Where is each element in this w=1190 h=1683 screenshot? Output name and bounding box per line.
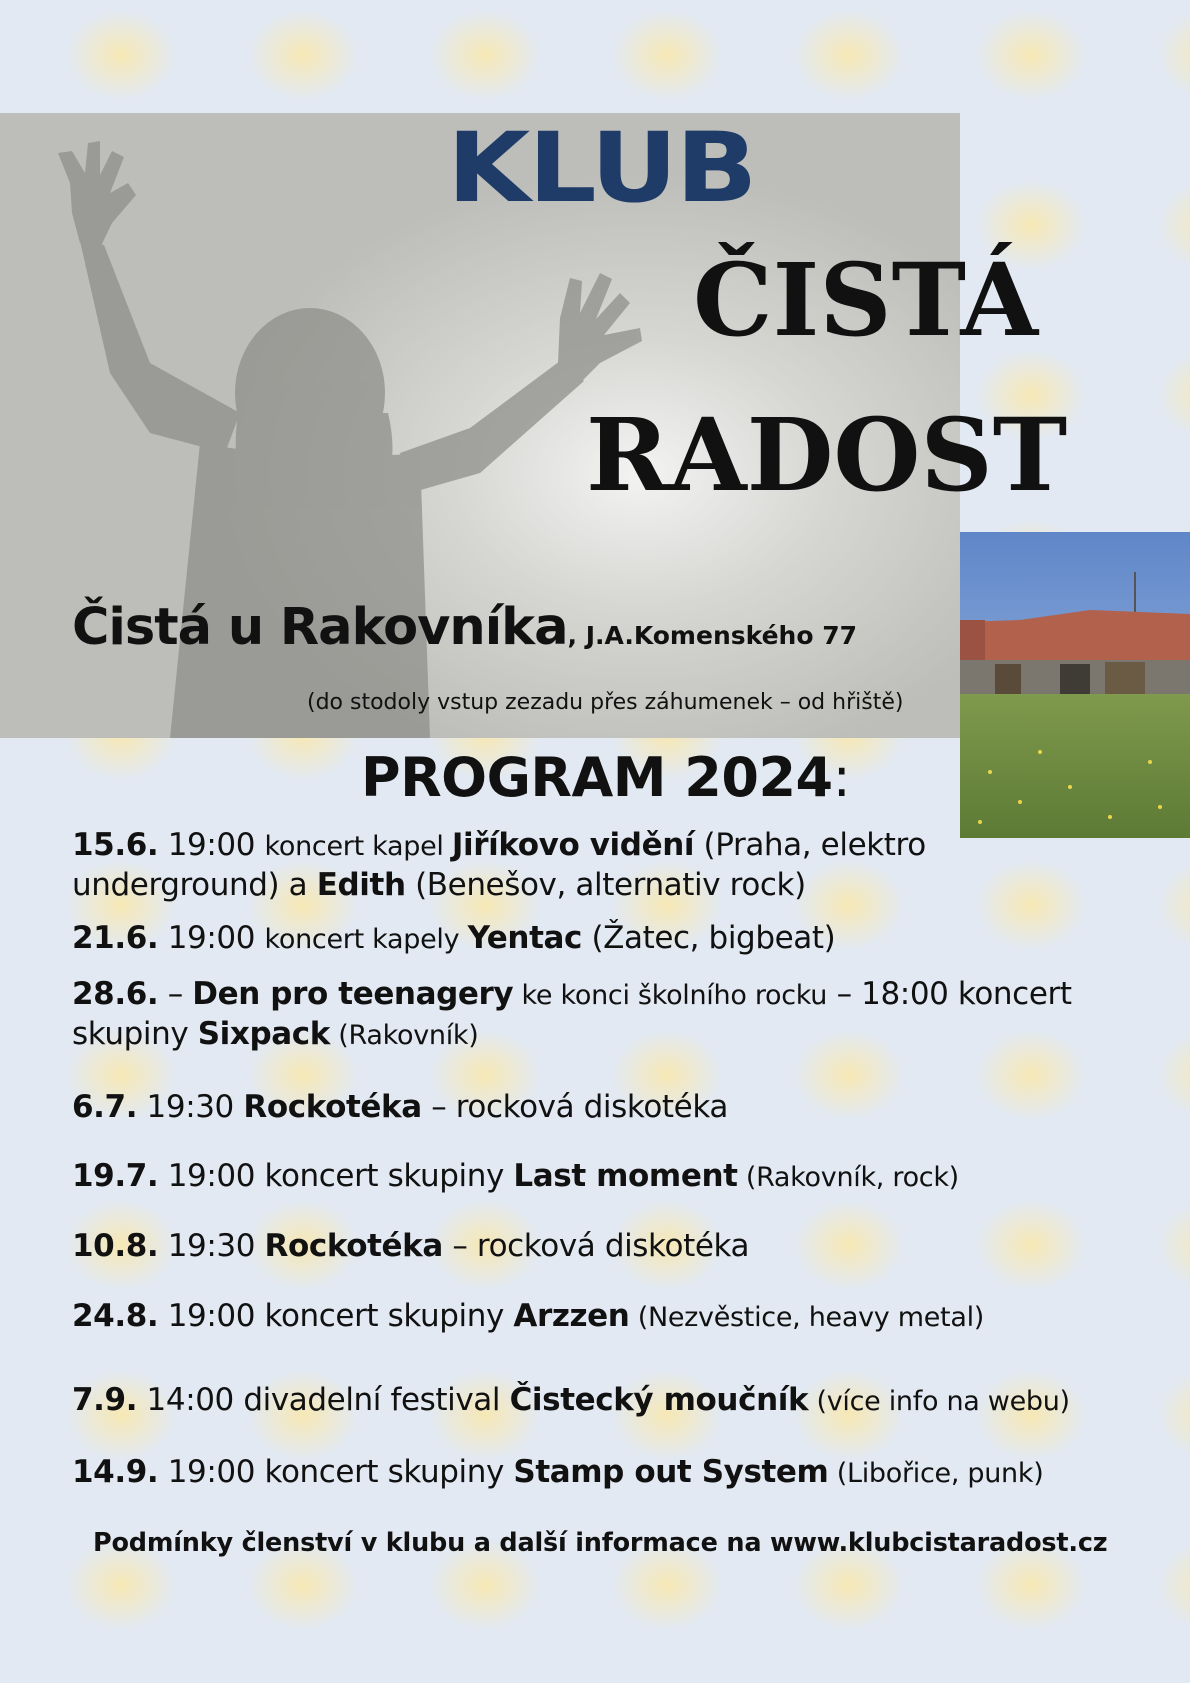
event-text: 19:00 koncert skupiny: [158, 1298, 514, 1334]
event-text: koncert kapely: [264, 924, 468, 955]
event-item: [72, 1381, 1112, 1421]
event-text: (Žatec, bigbeat): [582, 920, 836, 956]
location-directions: (do stodoly vstup zezadu přes záhumenek – od hřiště): [307, 690, 904, 715]
event-text: – rocková diskotéka: [421, 1089, 728, 1125]
event-text: ke konci školního rocku: [513, 980, 828, 1011]
event-performer: Čistecký moučník: [509, 1382, 809, 1418]
event-text: 14:00 divadelní festival: [137, 1382, 510, 1418]
event-date: 21.6.: [72, 920, 159, 956]
event-time: 19:00: [158, 920, 265, 956]
barn-photo: [960, 532, 1190, 838]
program-title-colon: :: [832, 746, 851, 809]
event-time: 19:30: [158, 1228, 265, 1264]
event-time: 19:00: [158, 827, 265, 863]
program-title-text: PROGRAM 2024: [361, 746, 833, 809]
event-text: (Nezvěstice, heavy metal): [629, 1302, 985, 1333]
event-performer: Rockotéka: [264, 1228, 443, 1264]
event-text: 19:00 koncert skupiny: [158, 1158, 514, 1194]
event-date: 7.9.: [72, 1382, 138, 1418]
barn-illustration: [960, 532, 1190, 838]
event-date: 14.9.: [72, 1454, 159, 1490]
event-date: 15.6.: [72, 827, 159, 863]
footer-info: Podmínky členství v klubu a další informace na www.klubcistaradost.cz: [93, 1528, 1108, 1558]
event-performer: Sixpack: [197, 1016, 330, 1052]
event-text: –: [158, 976, 193, 1012]
event-performer: Stamp out System: [513, 1454, 829, 1490]
event-text: koncert kapel: [264, 831, 452, 862]
event-item: [72, 826, 1112, 905]
event-item: [72, 1297, 1112, 1337]
event-highlight: Den pro teenagery: [192, 976, 514, 1012]
event-item: [72, 1227, 1112, 1266]
title-radost: RADOST: [586, 396, 1068, 514]
event-performer: Last moment: [513, 1158, 738, 1194]
event-performer: Jiříkovo vidění: [451, 827, 695, 863]
event-text: – 18:00 koncert skupiny: [72, 976, 1072, 1052]
location-separator: ,: [567, 621, 578, 650]
event-text: – rocková diskotéka: [442, 1228, 750, 1264]
location-address: J.A.Komenského 77: [577, 621, 857, 650]
location-line: [72, 598, 857, 657]
event-performer: Edith: [316, 867, 406, 903]
location-place: Čistá u Rakovníka: [72, 598, 568, 657]
title-klub: KLUB: [447, 112, 756, 224]
event-text: 19:00 koncert skupiny: [158, 1454, 514, 1490]
event-text: (Rakovník): [330, 1020, 479, 1051]
event-date: 24.8.: [72, 1298, 159, 1334]
event-performer: Rockotéka: [243, 1089, 422, 1125]
event-text: (Benešov, alternativ rock): [405, 867, 806, 903]
event-item: [72, 919, 1112, 959]
event-item: [72, 1157, 1112, 1197]
event-text: (více info na webu): [808, 1386, 1070, 1417]
event-time: 19:30: [137, 1089, 244, 1125]
event-date: 10.8.: [72, 1228, 159, 1264]
event-date: 6.7.: [72, 1089, 138, 1125]
title-cista: ČISTÁ: [693, 241, 1039, 359]
event-performer: Arzzen: [513, 1298, 630, 1334]
event-performer: Yentac: [467, 920, 582, 956]
event-date: 28.6.: [72, 976, 159, 1012]
event-item: [72, 975, 1112, 1055]
program-title: [361, 746, 850, 809]
event-text: (Libořice, punk): [828, 1458, 1044, 1489]
event-text: (Praha, elektro underground) a: [72, 827, 926, 903]
event-item: [72, 1453, 1112, 1493]
event-date: 19.7.: [72, 1158, 159, 1194]
event-text: (Rakovník, rock): [737, 1162, 959, 1193]
event-item: [72, 1088, 1112, 1127]
